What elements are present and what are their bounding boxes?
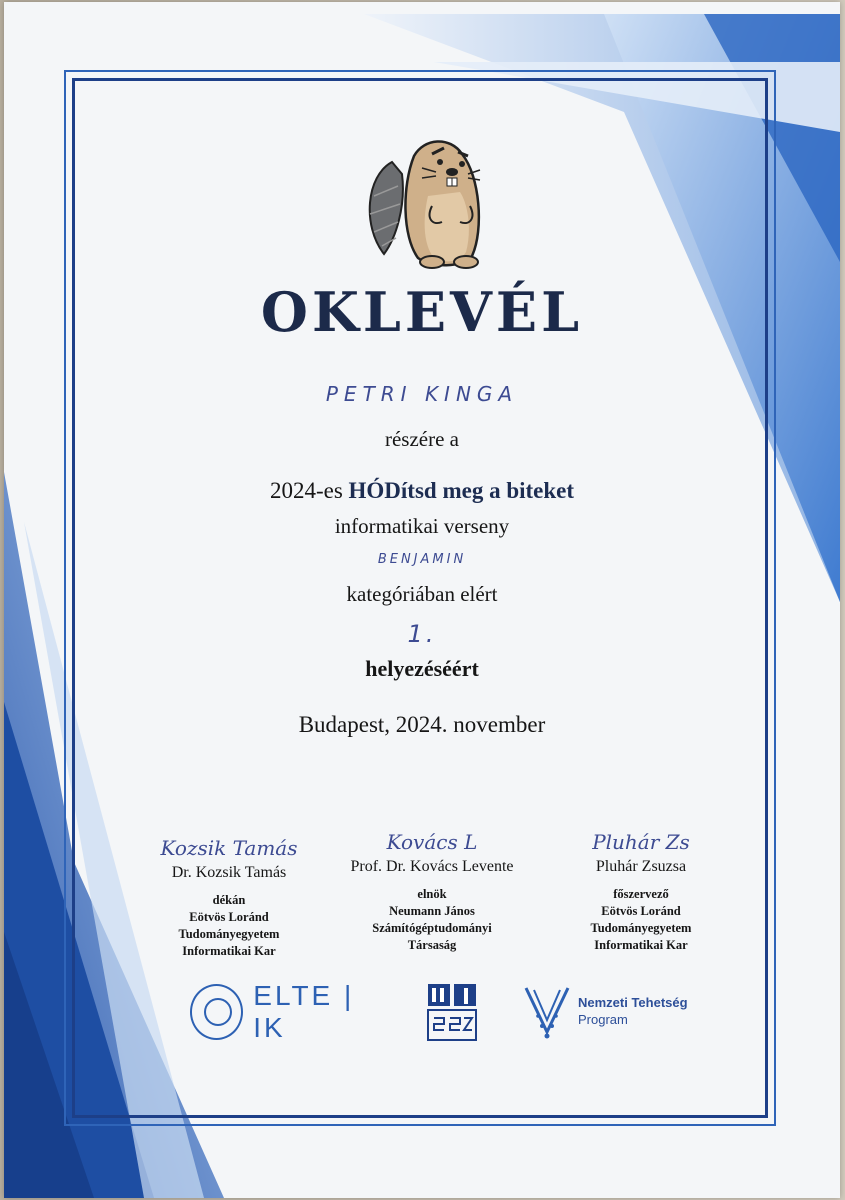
recipient-name: PETRI KINGA bbox=[325, 382, 519, 406]
signatory-2-name: Prof. Dr. Kovács Levente bbox=[350, 858, 514, 875]
beaver-mascot-icon bbox=[362, 126, 492, 272]
place-date: Budapest, 2024. november bbox=[298, 712, 546, 737]
category-text: kategóriában elért bbox=[346, 582, 498, 606]
signature-1: Kozsik Tamás bbox=[160, 836, 298, 860]
signatory-1-org-2: Tudományegyetem bbox=[178, 927, 280, 941]
signatory-1 bbox=[119, 834, 339, 960]
signature-3: Pluhár Zs bbox=[592, 830, 690, 854]
signatory-1-org-1: Eötvös Loránd bbox=[189, 910, 269, 924]
signatory-2-role: elnök bbox=[417, 887, 447, 901]
diploma-sheet bbox=[4, 2, 840, 1198]
signatory-1-name: Dr. Kozsik Tamás bbox=[171, 864, 287, 881]
elte-seal-icon bbox=[190, 984, 243, 1040]
signatory-1-role: dékán bbox=[212, 893, 246, 907]
place-value: 1. bbox=[407, 620, 437, 648]
category-name: BENJAMIN bbox=[377, 552, 467, 567]
signatory-2-org-3: Társaság bbox=[407, 938, 457, 952]
logo-row bbox=[4, 980, 840, 1050]
certificate-content bbox=[4, 2, 840, 1198]
certificate-title: OKLEVÉL bbox=[260, 280, 584, 344]
signatory-3 bbox=[531, 828, 751, 954]
signature-2: Kovács L bbox=[386, 830, 478, 854]
signatory-1-org-3: Informatikai Kar bbox=[182, 944, 276, 958]
signatory-3-name: Pluhár Zsuzsa bbox=[595, 858, 687, 875]
signatory-2-org-1: Neumann János bbox=[389, 904, 475, 918]
elte-ik-text: ELTE | IK bbox=[253, 980, 355, 1043]
competition-name: HÓDítsd meg a biteket bbox=[348, 478, 575, 503]
for-text: részére a bbox=[384, 427, 459, 451]
competition-line bbox=[4, 478, 840, 504]
signatory-2-org-2: Számítógéptudományi bbox=[372, 921, 492, 935]
competition-year: 2024-es bbox=[269, 478, 343, 503]
signatory-2 bbox=[322, 828, 542, 954]
ntp-line-2: Program bbox=[578, 1012, 628, 1027]
elte-ik-logo bbox=[190, 980, 390, 1044]
signatory-3-org-2: Tudományegyetem bbox=[590, 921, 692, 935]
ntp-logo-icon bbox=[522, 980, 572, 1040]
competition-type: informatikai verseny bbox=[334, 514, 510, 538]
ntp-text bbox=[578, 994, 688, 1028]
signatory-3-role: főszervező bbox=[613, 887, 669, 901]
ntp-logo bbox=[522, 980, 722, 1044]
signatory-3-org-3: Informatikai Kar bbox=[594, 938, 688, 952]
njszt-logo-icon bbox=[424, 980, 484, 1044]
ntp-line-1: Nemzeti Tehetség bbox=[578, 995, 688, 1010]
place-text: helyezéséért bbox=[365, 656, 479, 681]
signatory-3-org-1: Eötvös Loránd bbox=[601, 904, 681, 918]
